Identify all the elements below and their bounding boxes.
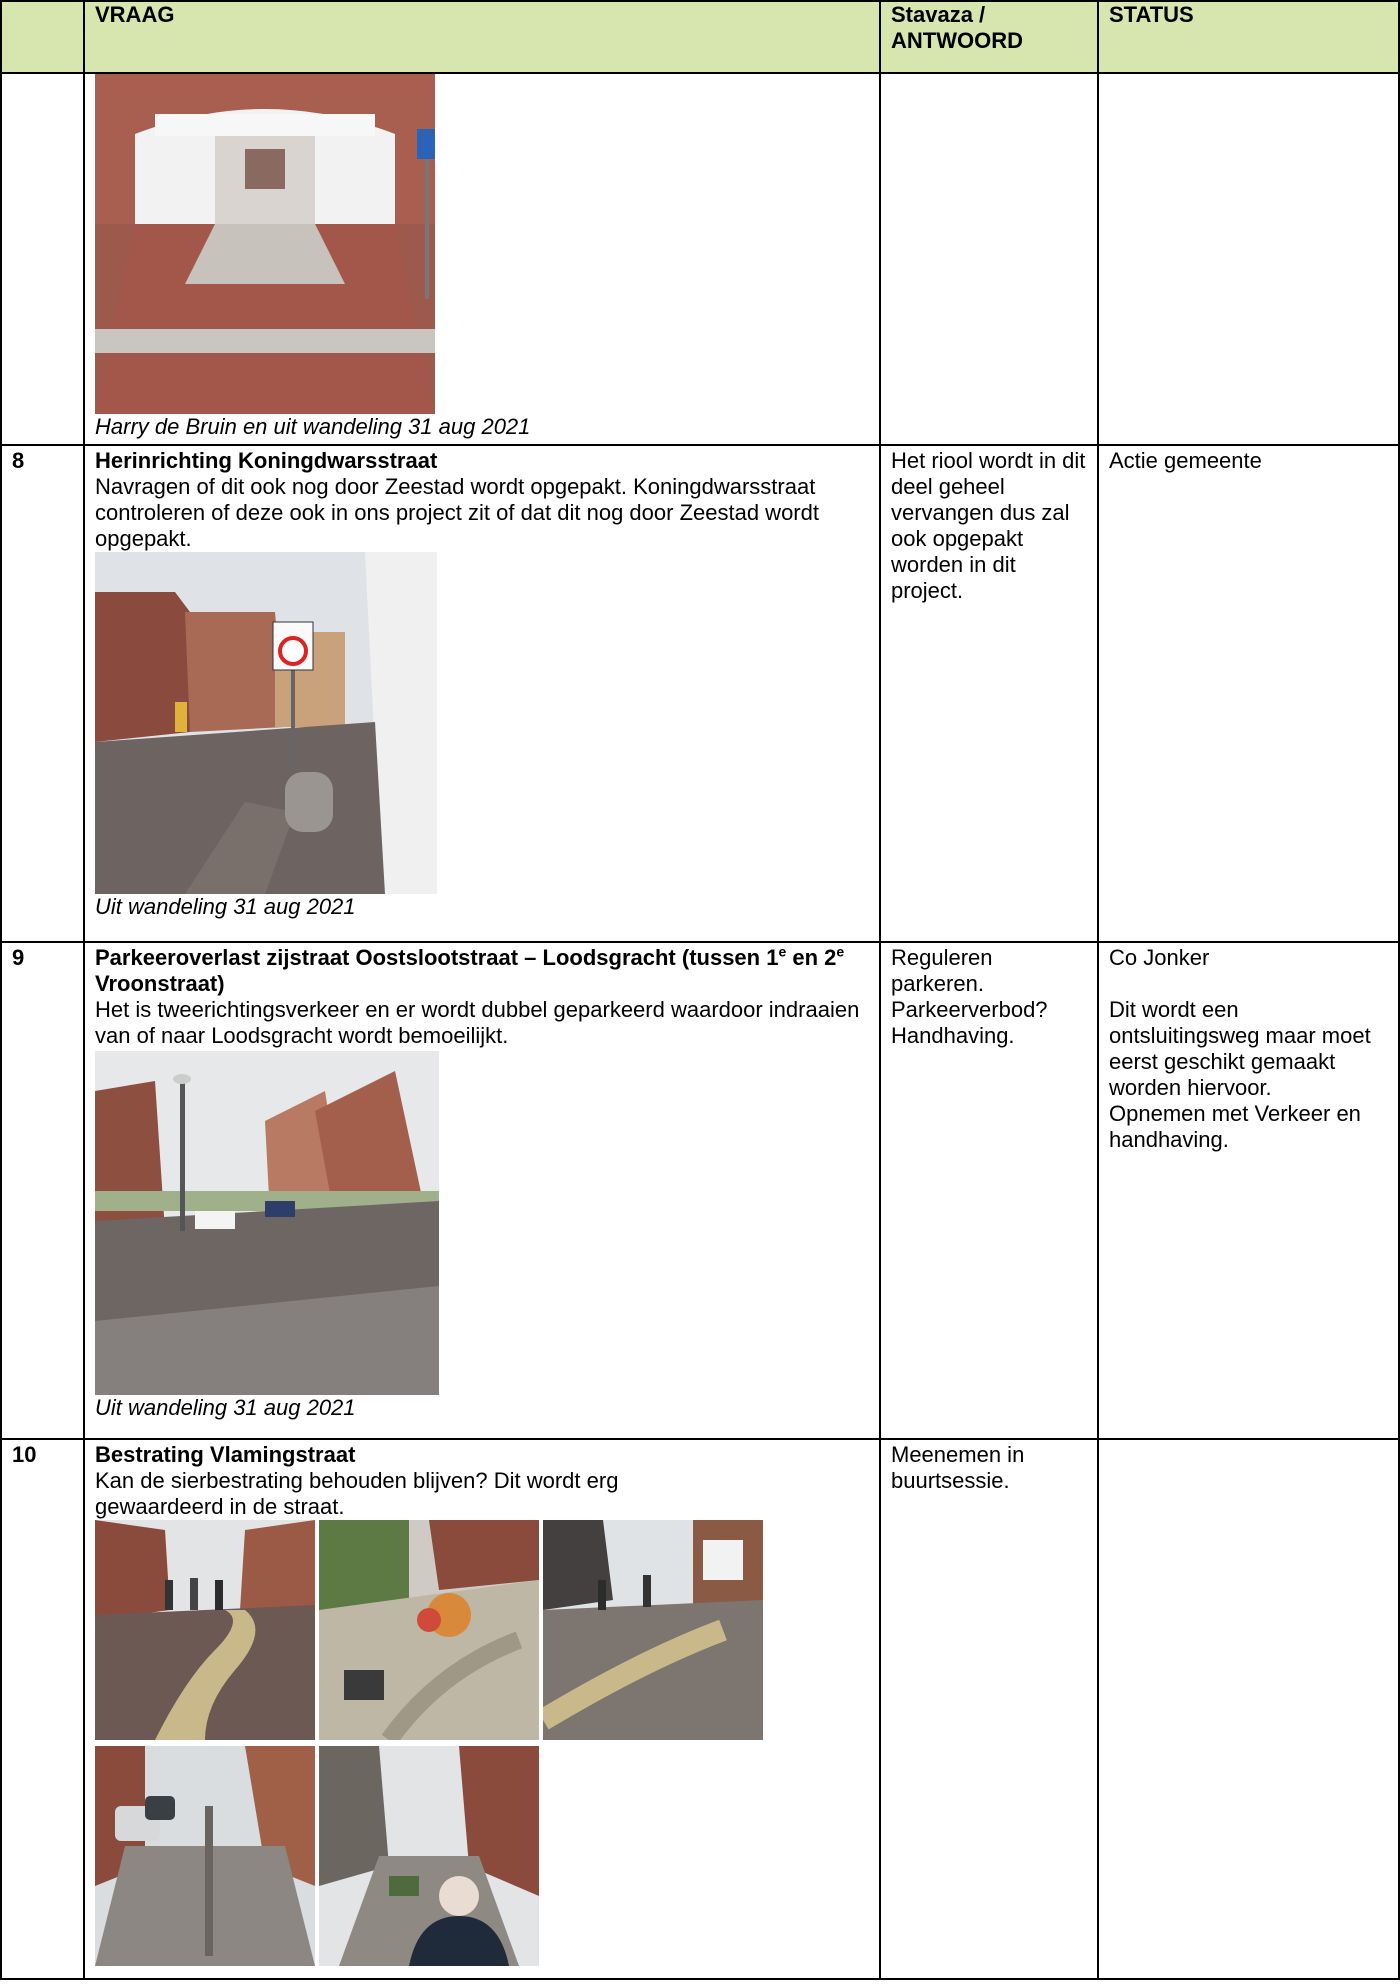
question-title: Parkeeroverlast zijstraat Oostslootstraat – Loodsgracht (tussen 1e en 2e Vroonstraat) — [95, 943, 845, 996]
archway-passage-photo — [95, 74, 435, 414]
question-title: Bestrating Vlamingstraat — [95, 1442, 356, 1467]
photo-row — [95, 1746, 869, 1966]
answer-cell — [880, 73, 1098, 445]
table-row — [1, 942, 1399, 1439]
side-street-lamp-photo — [95, 1051, 439, 1395]
photo-caption: Uit wandeling 31 aug 2021 — [95, 894, 356, 919]
status-cell — [1098, 73, 1399, 445]
row-number: 8 — [1, 445, 84, 942]
man-in-street-photo — [319, 1746, 539, 1966]
table-row — [1, 445, 1399, 942]
header-status: STATUS — [1098, 1, 1399, 73]
question-cell — [84, 445, 880, 942]
header-vraag: VRAAG — [84, 1, 880, 73]
photo-caption: Harry de Bruin en uit wandeling 31 aug 2021 — [95, 414, 531, 439]
question-body: Het is tweerichtingsverkeer en er wordt dubbel geparkeerd waardoor indraaien van of naar Loodsgracht wordt bemoeilijkt. — [95, 997, 860, 1048]
status-contact: Co Jonker — [1109, 945, 1210, 970]
question-cell — [84, 73, 880, 445]
table-row — [1, 73, 1399, 445]
status-cell — [1098, 942, 1399, 1439]
header-number — [1, 1, 84, 73]
question-body: Kan de sierbestrating behouden blijven? Dit wordt erg gewaardeerd in de straat. — [95, 1468, 619, 1519]
question-title: Herinrichting Koningdwarsstraat — [95, 448, 438, 473]
row-number: 10 — [1, 1439, 84, 1979]
narrow-street-cars-photo — [95, 1746, 315, 1966]
answer-cell: Meenemen in buurtsessie. — [880, 1439, 1098, 1979]
wavy-paving-group-photo — [95, 1520, 315, 1740]
question-body: Navragen of dit ook nog door Zeestad wordt opgepakt. Koningdwarsstraat controleren of deze ook in ons project zit of dat dit nog door Zeestad wordt opgepakt. — [95, 474, 819, 551]
photo-caption: Uit wandeling 31 aug 2021 — [95, 1395, 356, 1420]
answer-cell: Het riool wordt in dit deel geheel vervangen dus zal ook opgepakt worden in dit project. — [880, 445, 1098, 942]
header-antwoord: Stavaza / ANTWOORD — [880, 1, 1098, 73]
paving-pattern-photo — [543, 1520, 763, 1740]
street-30-zone-sign-photo — [95, 552, 437, 894]
status-cell: Actie gemeente — [1098, 445, 1399, 942]
photo-row — [95, 1520, 869, 1740]
row-number — [1, 73, 84, 445]
status-cell — [1098, 1439, 1399, 1979]
question-cell — [84, 942, 880, 1439]
planter-drain-photo — [319, 1520, 539, 1740]
status-note: Dit wordt een ontsluitingsweg maar moet eerst geschikt gemaakt worden hiervoor. — [1109, 997, 1371, 1100]
question-cell — [84, 1439, 880, 1979]
table-row — [1, 1439, 1399, 1979]
answer-cell: Reguleren parkeren. Parkeerverbod? Handhaving. — [880, 942, 1098, 1439]
row-number: 9 — [1, 942, 84, 1439]
table-header-row — [1, 1, 1399, 73]
status-action: Opnemen met Verkeer en handhaving. — [1109, 1101, 1361, 1152]
